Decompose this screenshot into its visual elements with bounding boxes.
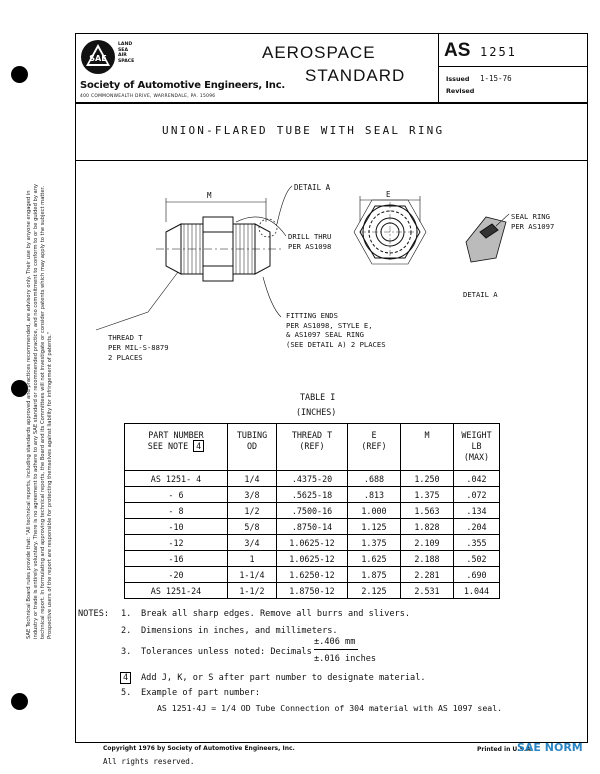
- note-2-num: 2.: [121, 626, 132, 636]
- note-4-box: 4: [193, 440, 204, 452]
- note-1-num: 1.: [121, 609, 132, 619]
- note-1: Break all sharp edges. Remove all burrs and slivers.: [141, 609, 411, 619]
- doc-type-line2: STANDARD: [305, 66, 406, 85]
- table-title: TABLE I: [300, 392, 336, 402]
- revised-label: Revised: [446, 87, 475, 95]
- table-row: -12 3/4 1.0625-12 1.375 2.109 .355: [125, 535, 500, 551]
- table-header-row: [125, 424, 500, 471]
- printed: Printed in U.S.A.: [477, 746, 534, 753]
- table-row: AS 1251- 4 1/4 .4375-20 .688 1.250 .042: [125, 471, 500, 487]
- disclaimer-sidebar: SAE Technical Board rules provide that: "All technical reports, including standards approved and practices recommended, are advisory only. Their use by anyone engaged in industry or trade is entirely voluntary. There is no agreement to adhere to any SAE standard or recommended practice, and no commitment to conform to or be guided by any technical report. In formulating and approving technical reports, the Board and its Committees will not investigate or consider patents which may apply to the subject matter. Prospective users of the report are responsible for protecting themselves against liability for infringement of patents.": [26, 183, 53, 639]
- header-thread: THREAD T (REF): [277, 424, 348, 471]
- note-2: Dimensions in inches, and millimeters.: [141, 626, 338, 636]
- header-divider: [438, 33, 439, 103]
- logo-text: LAND SEA AIR SPACE: [118, 42, 135, 64]
- binder-hole-top: [11, 66, 28, 83]
- detail-a-callout: DETAIL A: [294, 183, 331, 192]
- note-3-num: 3.: [121, 647, 132, 657]
- title-bottom-rule: [75, 160, 588, 161]
- copyright: Copyright 1976 by Society of Automotive Engineers, Inc.: [103, 745, 295, 752]
- seal-ring-note: SEAL RING PER AS1097: [511, 212, 555, 231]
- notes-label: NOTES:: [78, 609, 110, 619]
- table-row: -16 1 1.0625-12 1.625 2.188 .502: [125, 551, 500, 567]
- doc-type-line1: AEROSPACE: [262, 43, 376, 62]
- frame-right: [587, 103, 588, 743]
- fitting-ends-note: FITTING ENDS PER AS1098, STYLE E, & AS1097 SEAL RING (SEE DETAIL A) 2 PLACES: [286, 311, 386, 349]
- note-5: Example of part number:: [141, 688, 260, 698]
- dim-m: M: [207, 191, 212, 200]
- watermark: SAE NORM: [517, 741, 583, 754]
- table-row: - 6 3/8 .5625-18 .813 1.375 .072: [125, 487, 500, 503]
- detail-a-caption: DETAIL A: [463, 290, 498, 299]
- title-rule: [75, 103, 588, 104]
- parts-table: [124, 423, 500, 599]
- doc-prefix: AS: [444, 40, 471, 61]
- issued-label: Issued: [446, 75, 470, 83]
- header-e: E (REF): [348, 424, 401, 471]
- dim-e: E: [386, 190, 391, 199]
- header-m: M: [401, 424, 454, 471]
- note-3-mm: ±.406 mm: [314, 637, 356, 647]
- header-part-number: PART NUMBER SEE NOTE 4: [125, 424, 228, 471]
- table-row: AS 1251-24 1-1/2 1.8750-12 2.125 2.531 1.044: [125, 583, 500, 599]
- table-row: - 8 1/2 .7500-16 1.000 1.563 .134: [125, 503, 500, 519]
- binder-hole-bottom: [11, 693, 28, 710]
- sae-logo: [80, 39, 116, 75]
- page-title: UNION-FLARED TUBE WITH SEAL RING: [162, 124, 445, 137]
- org-name: Society of Automotive Engineers, Inc.: [80, 80, 286, 91]
- note-5-example: AS 1251-4J = 1/4 OD Tube Connection of 304 material with AS 1097 seal.: [157, 703, 503, 713]
- fraction-bar: [314, 649, 358, 650]
- drill-thru-note: DRILL THRU PER AS1098: [288, 232, 332, 251]
- note-3: Tolerances unless noted: Decimals: [141, 647, 312, 657]
- header-divider-h: [438, 66, 588, 67]
- doc-number: 1251: [480, 45, 517, 59]
- org-address: 400 COMMONWEALTH DRIVE, WARRENDALE, PA. 15096: [80, 94, 216, 99]
- note-4-num: 4: [120, 672, 131, 684]
- issued-date: 1-15-76: [480, 74, 512, 83]
- rights: All rights reserved.: [103, 757, 195, 766]
- table-row: -10 5/8 .8750-14 1.125 1.828 .204: [125, 519, 500, 535]
- note-3-in: ±.016 inches: [314, 654, 377, 664]
- thread-note: THREAD T PER MIL-S-8879 2 PLACES: [108, 333, 169, 362]
- header-weight: WEIGHT LB (MAX): [454, 424, 500, 471]
- table-row: -20 1-1/4 1.6250-12 1.875 2.281 .690: [125, 567, 500, 583]
- note-4: Add J, K, or S after part number to designate material.: [141, 673, 426, 683]
- note-5-num: 5.: [121, 688, 132, 698]
- header-tubing: TUBING OD: [228, 424, 277, 471]
- table-subtitle: (INCHES): [296, 407, 337, 417]
- svg-text:SAE: SAE: [89, 54, 107, 63]
- frame-bottom: [75, 742, 588, 743]
